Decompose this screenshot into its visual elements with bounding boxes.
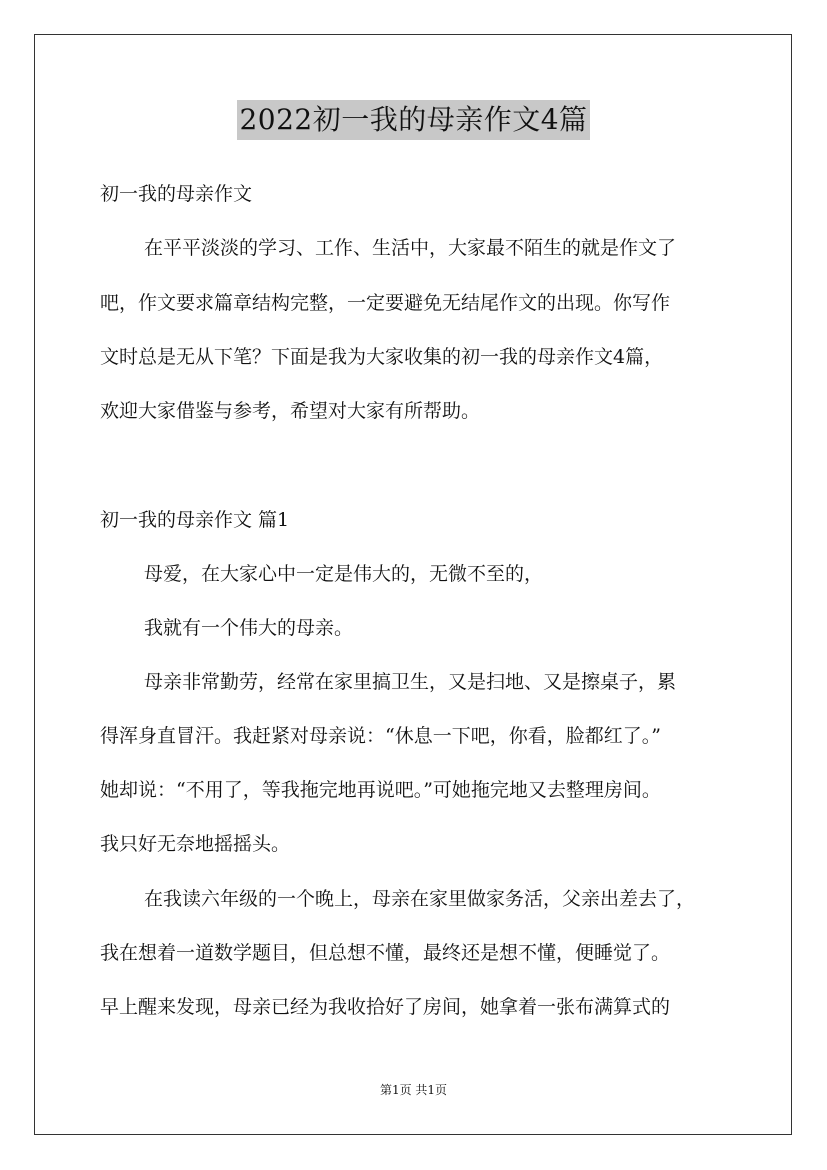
body-line: 我就有一个伟大的母亲。: [144, 617, 354, 639]
intro-line: 文时总是无从下笔？下面是我为大家收集的初一我的母亲作文4篇，: [100, 346, 664, 368]
intro-line: 在平平淡淡的学习、工作、生活中，大家最不陌生的就是作文了: [144, 237, 677, 259]
body-line: 我只好无奈地摇摇头。: [100, 833, 291, 855]
body-line: 母亲非常勤劳，经常在家里搞卫生，又是扫地、又是擦桌子，累: [144, 671, 677, 693]
intro-line: 吧，作文要求篇章结构完整，一定要避免无结尾作文的出现。你写作: [100, 292, 671, 314]
title-wrap: [0, 100, 827, 140]
body-line: 在我读六年级的一个晚上，母亲在家里做家务活，父亲出差去了，: [144, 888, 696, 910]
intro-heading: 初一我的母亲作文: [100, 183, 253, 205]
body-line: 母爱，在大家心中一定是伟大的，无微不至的，: [144, 563, 544, 585]
body-line: 她却说：“不用了，等我拖完地再说吧。”可她拖完地又去整理房间。: [100, 779, 661, 801]
body-line: 我在想着一道数学题目，但总想不懂，最终还是想不懂，便睡觉了。: [100, 942, 671, 964]
document-title: 2022初一我的母亲作文4篇: [237, 100, 589, 140]
body-line: 早上醒来发现，母亲已经为我收拾好了房间，她拿着一张布满算式的: [100, 996, 671, 1018]
intro-line: 欢迎大家借鉴与参考，希望对大家有所帮助。: [100, 400, 481, 422]
page-footer: 第1页 共1页: [379, 1083, 448, 1097]
body-line: 得浑身直冒汗。我赶紧对母亲说：“休息一下吧，你看，脸都红了。”: [100, 725, 661, 747]
section-heading: 初一我的母亲作文 篇1: [100, 509, 290, 531]
